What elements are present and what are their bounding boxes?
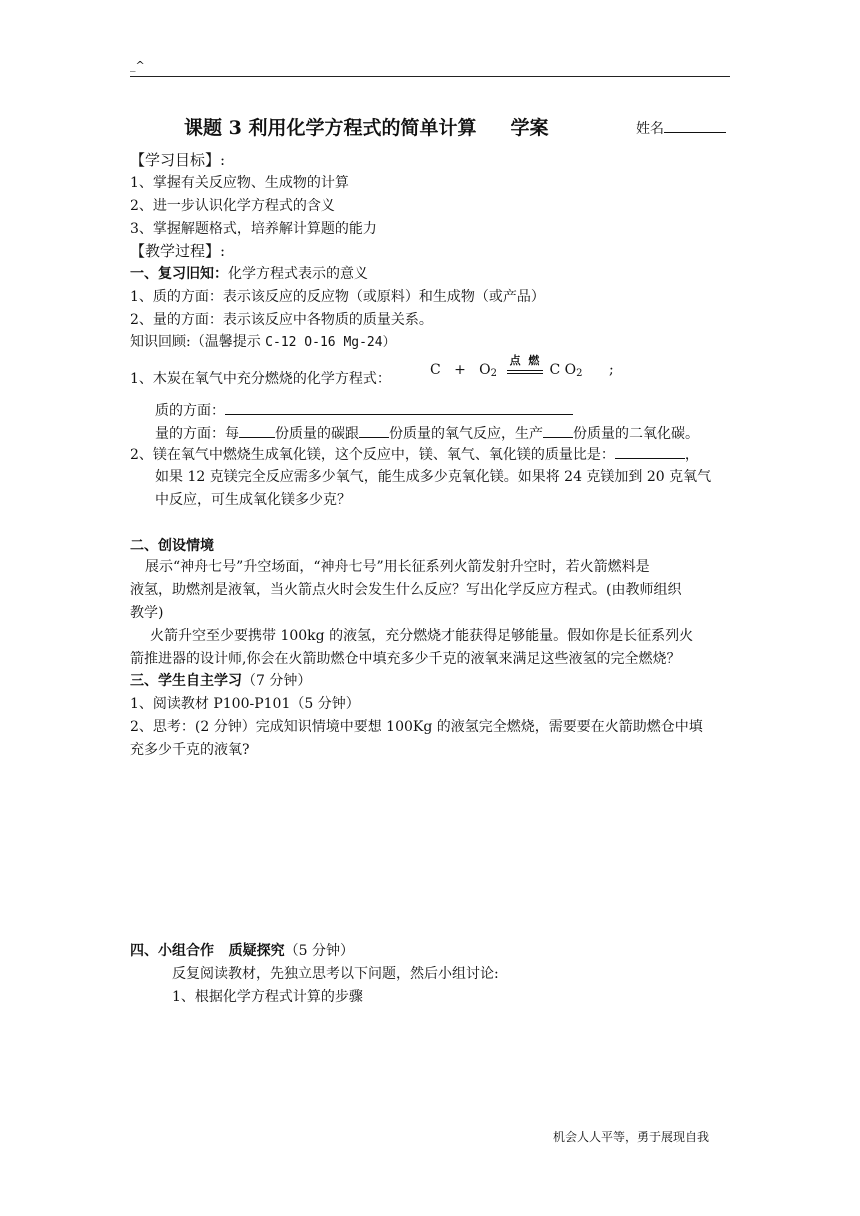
quantity-blank bbox=[359, 423, 389, 438]
question-2 bbox=[130, 444, 699, 465]
quantity-text: 量的方面：每 bbox=[155, 426, 239, 442]
title-tail: 学案 bbox=[510, 117, 549, 139]
name-label: 姓名 bbox=[636, 121, 664, 137]
eq-plus: + bbox=[454, 362, 466, 378]
review-hint bbox=[130, 332, 396, 353]
q2-text: 2、镁在氧气中燃烧生成氧化镁，这个反应中，镁、氧气、氧化镁的质量比是： bbox=[130, 447, 615, 463]
question-2-cont: 中反应，可生成氧化镁多少克？ bbox=[155, 492, 351, 508]
review-heading-rest: 化学方程式表示的意义 bbox=[228, 266, 368, 282]
group-heading bbox=[130, 941, 354, 961]
chemical-equation bbox=[430, 354, 614, 380]
quantity-text: 份质量的二氧化碳。 bbox=[573, 426, 699, 442]
question-1: 1、木炭在氧气中充分燃烧的化学方程式： bbox=[130, 371, 391, 387]
name-blank bbox=[664, 118, 726, 133]
quality-blank bbox=[225, 400, 573, 415]
group-heading-rest: （5 分钟） bbox=[284, 943, 354, 959]
quantity-text: 份质量的氧气反应，生产 bbox=[389, 426, 543, 442]
quantity-text: 份质量的碳跟 bbox=[275, 426, 359, 442]
eq-oxygen-sub: 2 bbox=[490, 368, 498, 379]
objective-item: 1、掌握有关反应物、生成物的计算 bbox=[130, 175, 349, 191]
header-mark: _^ bbox=[130, 59, 145, 72]
review-heading bbox=[130, 264, 368, 284]
quantity-blank bbox=[543, 423, 573, 438]
group-heading-bold: 四、小组合作 质疑探究 bbox=[130, 943, 285, 959]
group-intro: 反复阅读教材，先独立思考以下问题，然后小组讨论: bbox=[172, 966, 499, 982]
review-heading-bold: 复习旧知： bbox=[158, 266, 228, 282]
quantity-blank bbox=[239, 423, 275, 438]
scenario-text: 液氢，助燃剂是液氧，当火箭点火时会发生什么反应？写出化学反应方程式。(由教师组织 bbox=[130, 582, 682, 598]
review-heading-num: 一、 bbox=[130, 266, 158, 282]
quality-line bbox=[155, 400, 573, 421]
objectives-heading: 【学习目标】: bbox=[130, 151, 226, 169]
scenario-text: 教学) bbox=[130, 605, 164, 621]
footer-motto: 机会人人平等，勇于展现自我 bbox=[553, 1130, 710, 1144]
reaction-arrow bbox=[507, 354, 543, 380]
scenario-text: 展示“神舟七号”升空场面，“神舟七号”用长征系列火箭发射升空时，若火箭燃料是 bbox=[145, 559, 650, 575]
eq-carbon: C bbox=[430, 362, 441, 378]
self-study-heading-rest: （7 分钟） bbox=[242, 673, 312, 689]
group-item: 1、根据化学方程式计算的步骤 bbox=[172, 989, 363, 1005]
title-main: 课题 3 利用化学方程式的简单计算 bbox=[184, 117, 477, 139]
quality-label: 质的方面： bbox=[155, 403, 225, 419]
ratio-blank bbox=[615, 444, 685, 459]
hint-prefix: 知识回顾:（温馨提示 bbox=[130, 334, 261, 350]
scenario-text: 箭推进器的设计师,你会在火箭助燃仓中填充多少千克的液氧来满足这些液氢的完全燃烧？ bbox=[130, 651, 681, 667]
q2-end: ， bbox=[684, 447, 699, 463]
review-item: 1、质的方面：表示该反应的反应物（或原料）和生成物（或产品） bbox=[130, 289, 545, 305]
objective-item: 2、进一步认识化学方程式的含义 bbox=[130, 198, 335, 214]
reaction-condition: 点 燃 bbox=[509, 354, 542, 367]
self-study-item: 充多少千克的液氧? bbox=[130, 742, 250, 758]
self-study-item: 1、阅读教材 P100-P101（5 分钟） bbox=[130, 696, 360, 712]
page-title bbox=[184, 113, 548, 140]
self-study-heading-bold: 三、学生自主学习 bbox=[130, 673, 242, 689]
self-study-item: 2、思考：(2 分钟）完成知识情境中要想 100Kg 的液氢完全燃烧，需要要在火箭助燃仓中填 bbox=[130, 719, 703, 735]
name-field bbox=[636, 118, 726, 138]
eq-end: ; bbox=[608, 362, 614, 378]
eq-product: C O bbox=[549, 362, 577, 378]
eq-product-sub: 2 bbox=[576, 368, 583, 379]
eq-oxygen: O bbox=[479, 362, 491, 378]
self-study-heading bbox=[130, 671, 311, 691]
quantity-line bbox=[155, 423, 699, 444]
header-rule bbox=[130, 76, 730, 77]
hint-values: C-12 O-16 Mg-24） bbox=[265, 335, 396, 350]
process-heading: 【教学过程】: bbox=[130, 242, 226, 260]
scenario-text: 火箭升空至少要携带 100kg 的液氢，充分燃烧才能获得足够能量。假如你是长征系列火 bbox=[150, 628, 694, 644]
objective-item: 3、掌握解题格式，培养解计算题的能力 bbox=[130, 221, 377, 237]
scenario-heading: 二、创设情境 bbox=[130, 538, 214, 554]
question-2-cont: 如果 12 克镁完全反应需多少氧气，能生成多少克氧化镁。如果将 24 克镁加到 20 克氧气 bbox=[155, 469, 712, 485]
review-item: 2、量的方面：表示该反应中各物质的质量关系。 bbox=[130, 312, 433, 328]
